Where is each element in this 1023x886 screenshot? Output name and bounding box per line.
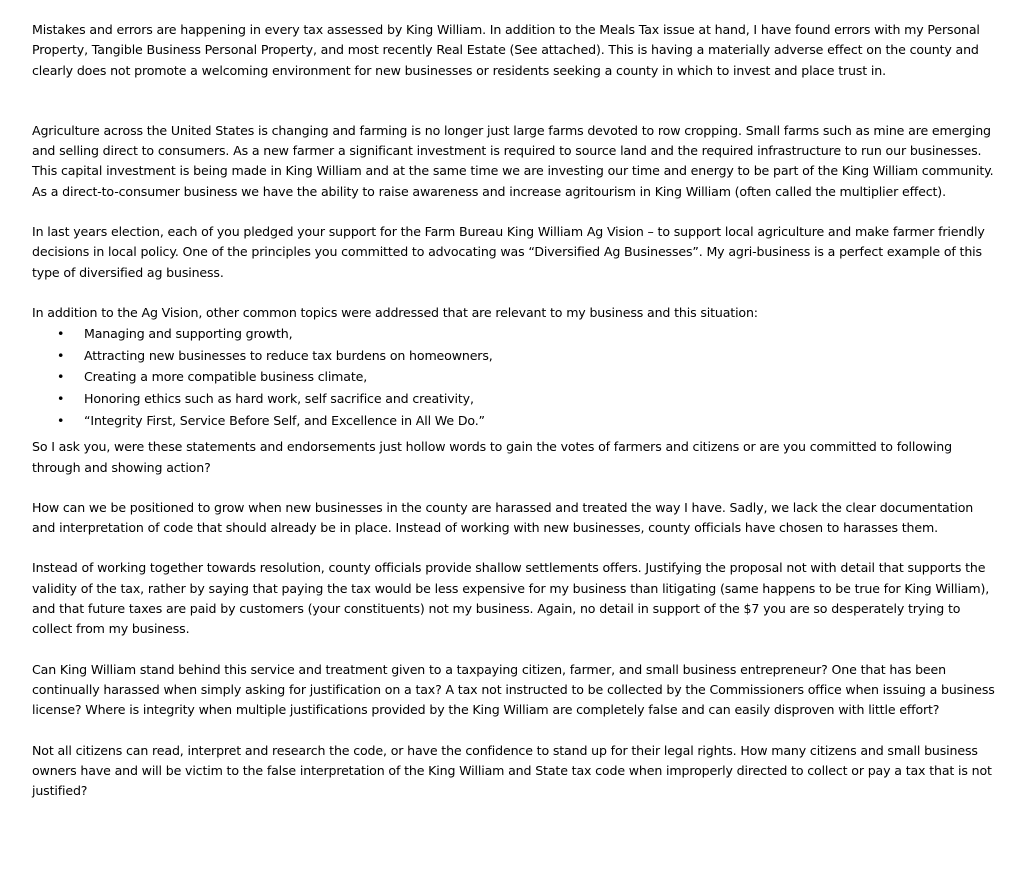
list-item <box>32 345 998 367</box>
bullet-icon: • <box>57 326 65 342</box>
paragraph-hollow-words: So I ask you, were these statements and endorsements just hollow words to gain the votes of farmers and citizens or are you committed to following through and showing action? <box>32 439 952 475</box>
document-page <box>32 20 998 801</box>
paragraph-settlement-offers: Instead of working together towards resolution, county officials provide shallow settlements offers. Justifying the proposal not with detail that supports the validity of the tax, rather by saying that paying the tax would be less expensive for my business than litigating (same happens to be true for King William), and that future taxes are paid by customers (your constituents) not my business. Again, no detail in support of the $7 you are so desperately trying to collect from my business. <box>32 560 990 637</box>
bullet-icon: • <box>57 391 65 407</box>
list-item <box>32 388 998 410</box>
list-item-text: Creating a more compatible business climate, <box>84 369 368 385</box>
list-item-text: Honoring ethics such as hard work, self sacrifice and creativity, <box>84 391 474 407</box>
paragraph-integrity-question: Can King William stand behind this service and treatment given to a taxpaying citizen, farmer, and small business entrepreneur? One that has been continually harassed when simply asking for justification on a tax? A tax not instructed to be collected by the Commissioners office when issuing a business license? Where is integrity when multiple justifications provided by the King William are completely false and can easily disproven with little effort? <box>32 661 995 718</box>
list-item <box>32 410 998 432</box>
list-item-text: Managing and supporting growth, <box>84 326 293 342</box>
paragraph-positioned-to-grow: How can we be positioned to grow when new businesses in the county are harassed and treated the way I have. Sadly, we lack the clear documentation and interpretation of code that should already be in place. Instead of working with new businesses, county officials have chosen to harasses them. <box>32 499 974 536</box>
list-item <box>32 366 998 388</box>
bullet-icon: • <box>57 347 65 363</box>
paragraph-agriculture: Agriculture across the United States is changing and farming is no longer just large farms devoted to row cropping. Small farms such as mine are emerging and selling direct to consumers. As a new farmer a significant investment is required to source land and the required infrastructure to run our businesses. This capital investment is being made in King William and at the same time we are investing our time and energy to be part of the King William community. As a direct-to-consumer business we have the ability to raise awareness and increase agritourism in King William (often called the multiplier effect). <box>32 122 994 199</box>
paragraph-tax-errors: Mistakes and errors are happening in every tax assessed by King William. In addition to the Meals Tax issue at hand, I have found errors with my Personal Property, Tangible Business Personal Property, and most recently Real Estate (See attached). This is having a materially adverse effect on the county and clearly does not promote a welcoming environment for new businesses or residents seeking a county in which to invest and place trust in. <box>32 22 980 78</box>
topics-bullet-list <box>32 323 998 431</box>
bullet-icon: • <box>57 412 65 428</box>
list-item <box>32 323 998 345</box>
list-item-text: Attracting new businesses to reduce tax burdens on homeowners, <box>84 347 493 363</box>
paragraph-citizens-rights: Not all citizens can read, interpret and research the code, or have the confidence to stand up for their legal rights. How many citizens and small business owners have and will be victim to the false interpretation of the King William and State tax code when improperly directed to collect or pay a tax that is not justified? <box>32 742 992 799</box>
bullet-icon: • <box>57 369 65 385</box>
paragraph-election-pledge: In last years election, each of you pledged your support for the Farm Bureau King William Ag Vision – to support local agriculture and make farmer friendly decisions in local policy. One of the principles you committed to advocating was “Diversified Ag Businesses”. My agri-business is a perfect example of this type of diversified ag business. <box>32 224 985 280</box>
list-item-text: “Integrity First, Service Before Self, and Excellence in All We Do.” <box>84 412 485 428</box>
paragraph-common-topics: In addition to the Ag Vision, other common topics were addressed that are relevant to my business and this situation: <box>32 304 758 320</box>
